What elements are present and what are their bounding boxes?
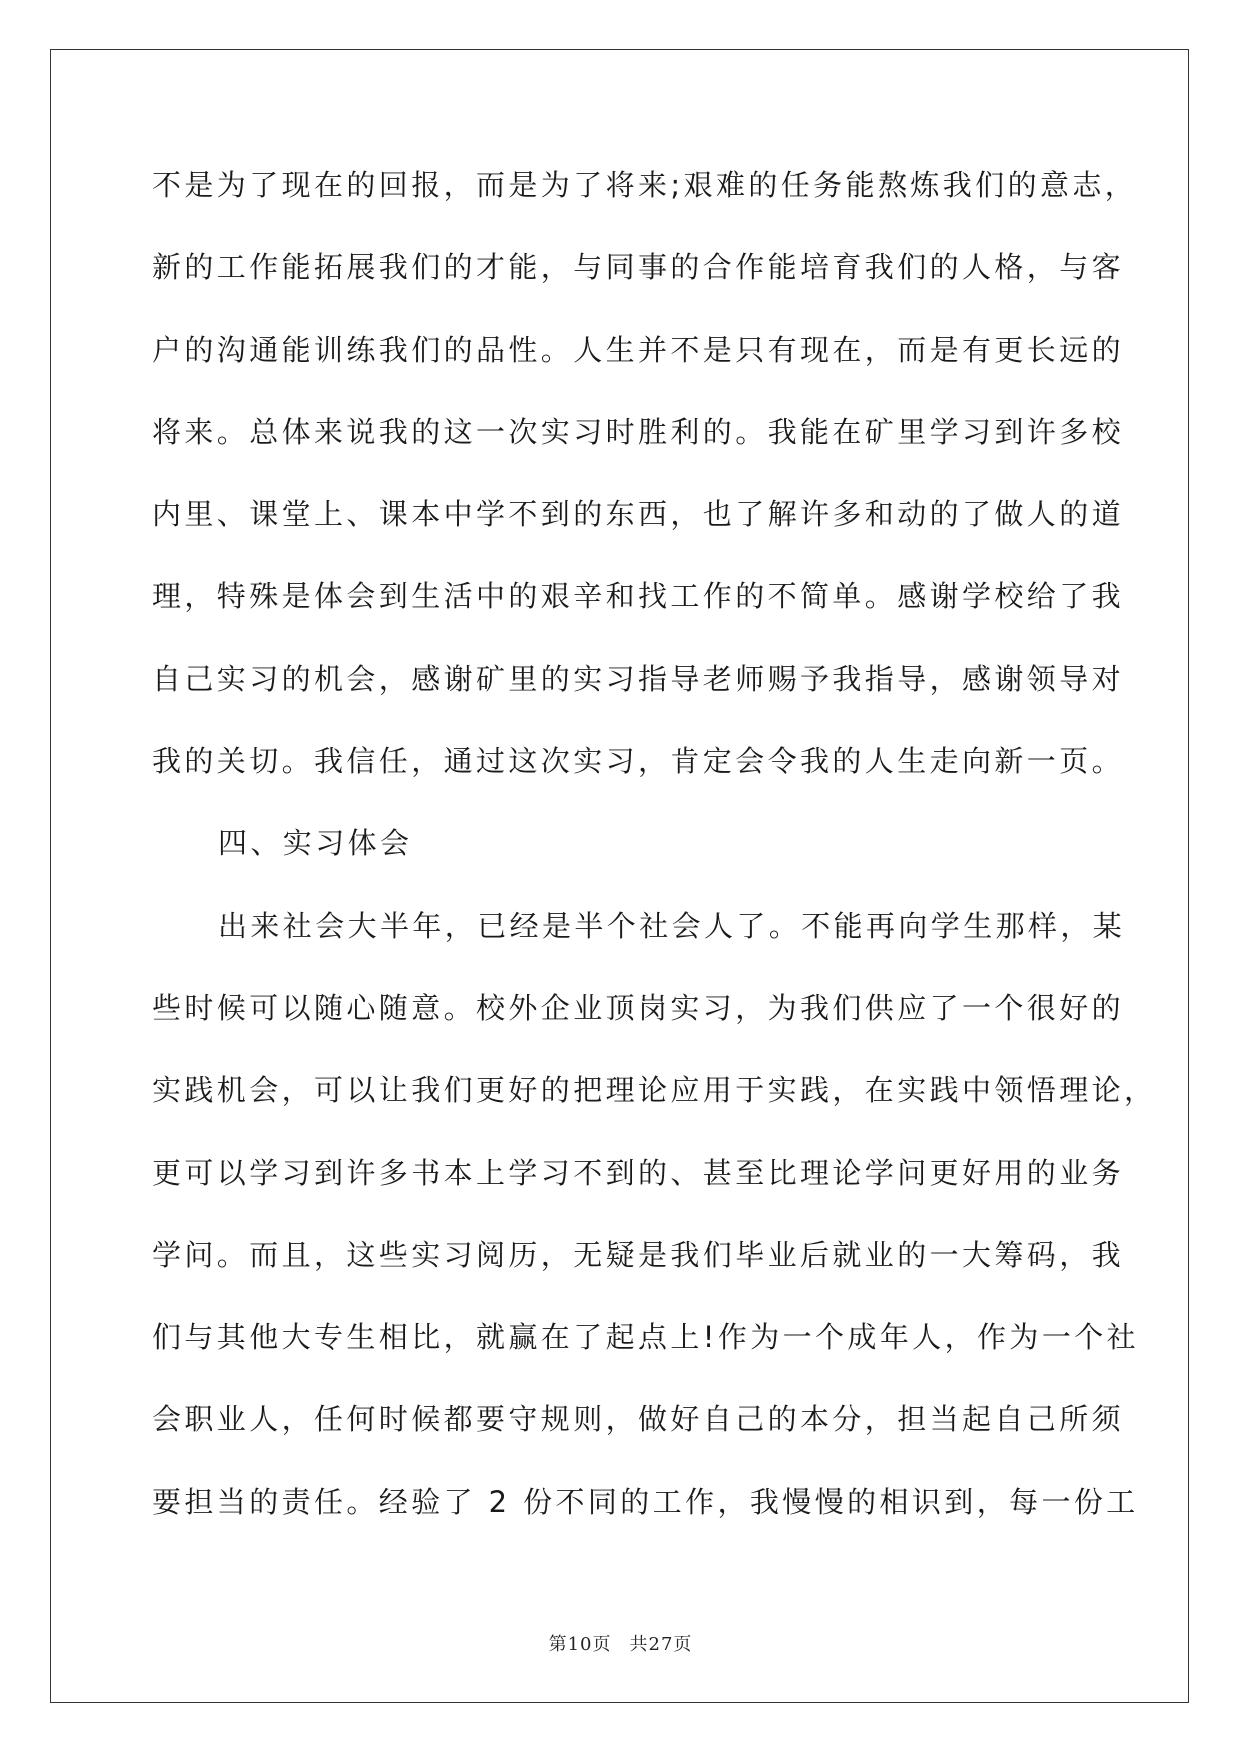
text-line: 学问。而且，这些实习阅历，无疑是我们毕业后就业的一大筹码，我 (152, 1237, 1125, 1272)
text-line: 将来。总体来说我的这一次实习时胜利的。我能在矿里学习到许多校 (152, 414, 1125, 449)
text-line: 新的工作能拓展我们的才能，与同事的合作能培育我们的人格，与客 (152, 250, 1125, 285)
text-line: 自己实习的机会，感谢矿里的实习指导老师赐予我指导，感谢领导对 (152, 661, 1125, 696)
document-body (152, 160, 1157, 1559)
total-pages-label: 共27页 (629, 1634, 693, 1655)
page-number-footer (0, 1630, 1241, 1656)
text-line: 会职业人，任何时候都要守规则，做好自己的本分，担当起自己所须 (152, 1402, 1125, 1437)
text-line: 要担当的责任。经验了 2 份不同的工作，我慢慢的相识到，每一份工 (152, 1484, 1139, 1519)
text-line: 更可以学习到许多书本上学习不到的、甚至比理论学问更好用的业务 (152, 1155, 1125, 1190)
paragraph-start-line: 出来社会大半年，已经是半个社会人了。不能再向学生那样，某 (218, 908, 1126, 943)
text-line: 我的关切。我信任，通过这次实习，肯定会令我的人生走向新一页。 (152, 744, 1125, 779)
text-line: 内里、课堂上、课本中学不到的东西，也了解许多和动的了做人的道 (152, 497, 1125, 532)
section-heading: 四、实习体会 (218, 826, 413, 861)
text-line: 实践机会，可以让我们更好的把理论应用于实践，在实践中领悟理论， (152, 1073, 1157, 1108)
text-line: 理，特殊是体会到生活中的艰辛和找工作的不简单。感谢学校给了我 (152, 579, 1125, 614)
current-page-label: 第10页 (548, 1634, 612, 1655)
text-line: 户的沟通能训练我们的品性。人生并不是只有现在，而是有更长远的 (152, 332, 1125, 367)
text-line: 不是为了现在的回报，而是为了将来;艰难的任务能熬炼我们的意志， (152, 168, 1138, 202)
text-line: 些时候可以随心随意。校外企业顶岗实习，为我们供应了一个很好的 (152, 990, 1125, 1025)
text-line: 们与其他大专生相比，就赢在了起点上!作为一个成年人，作为一个社 (152, 1320, 1140, 1355)
